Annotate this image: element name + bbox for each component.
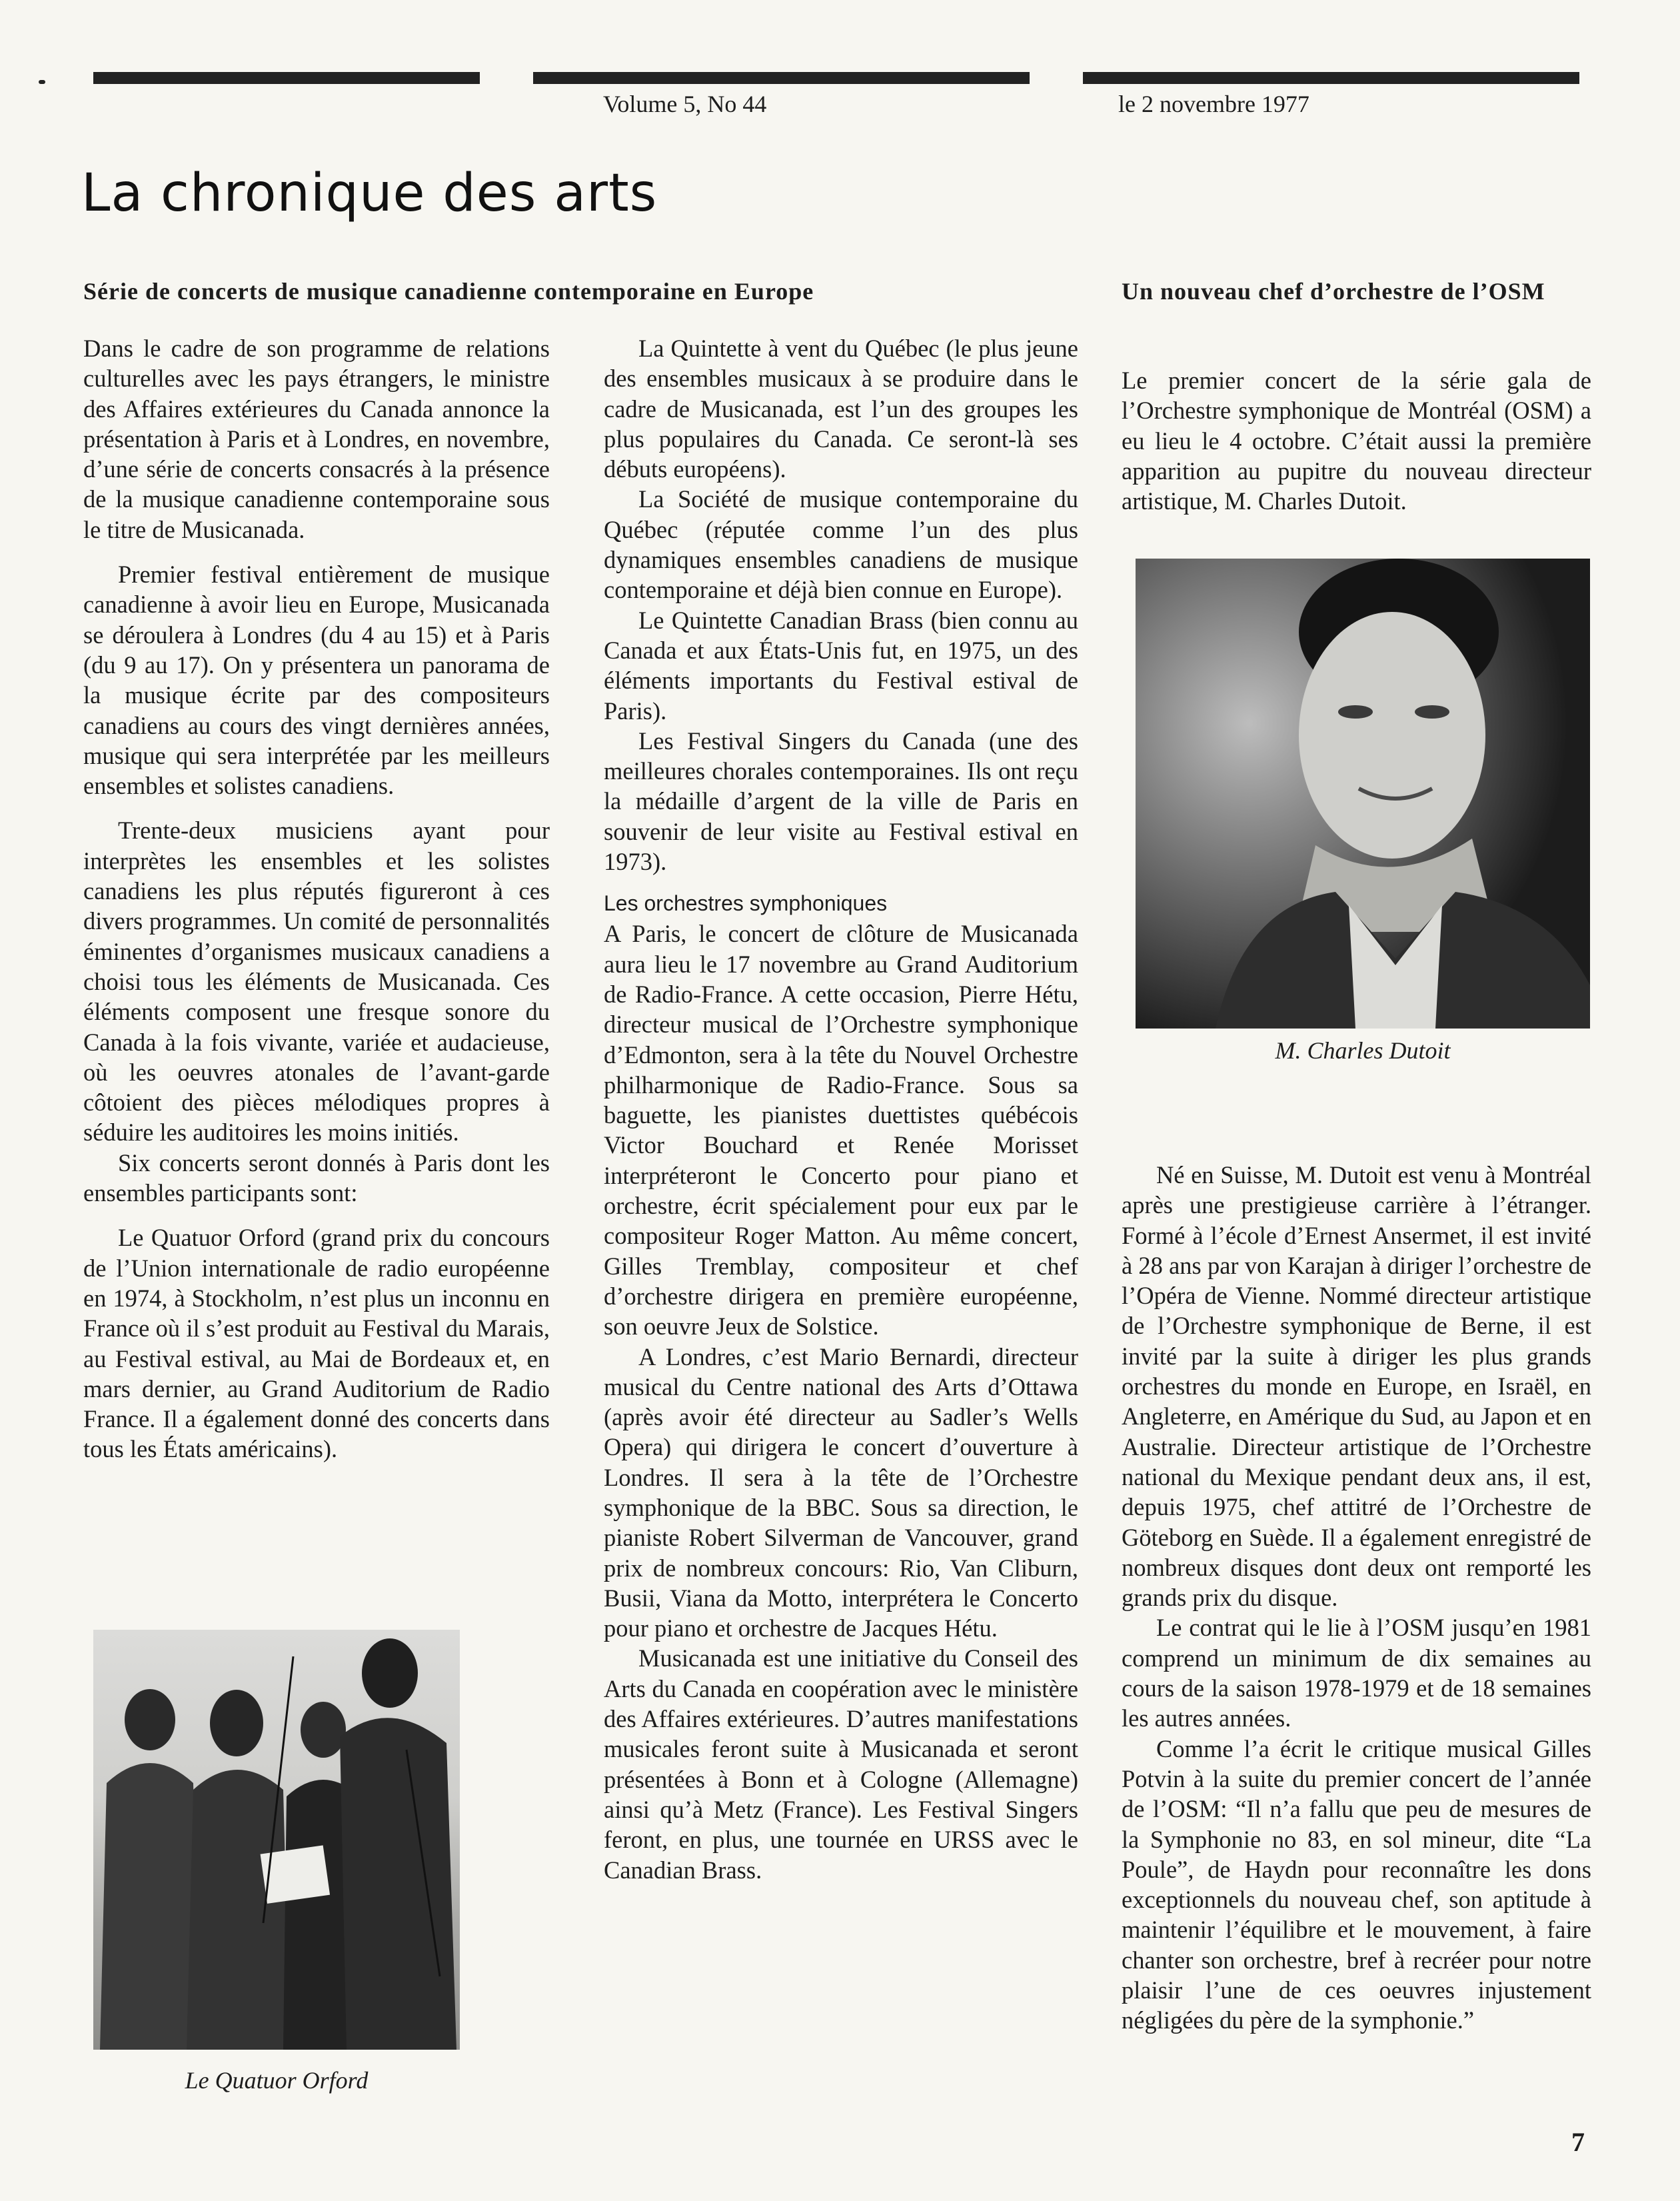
paragraph: Les Festival Singers du Canada (une des meilleures chorales contemporaines. Ils ont reçu la médaille d’argent de la ville de Paris en souvenir de leur visite au Festival estival en 1973). <box>604 727 1078 876</box>
paragraph: Le Quatuor Orford (grand prix du concours de l’Union internationale de radio européenne en 1974, à Stockholm, n’est plus un inconnu en France où il s’est produit au Festival du Marais, au Festival estival, au Mai de Bordeaux et, en mars dernier, au Grand Auditorium de Radio France. Il a également donné des concerts dans tous les États américains). <box>83 1224 550 1463</box>
charles-dutoit-photo <box>1136 559 1590 1029</box>
issue-volume: Volume 5, No 44 <box>603 91 767 117</box>
osm-body <box>1122 1160 1591 2036</box>
paragraph: Comme l’a écrit le critique musical Gilles Potvin à la suite du premier concert de l’année de l’OSM: “Il n’a fallu que peu de mesures de la Symphonie no 83, en sol mineur, dite “La Poule”, de Haydn pour reconnaître les dons exceptionnels du nouveau chef, son aptitude à maintenir l’équilibre et le mouvement, à faire chanter son orchestre, bref à recréer pour notre plaisir l’une de ces oeuvres injustement négligées du père de la symphonie.” <box>1122 1734 1591 2034</box>
section-subheading: Les orchestres symphoniques <box>604 891 888 916</box>
quatuor-orford-photo <box>93 1630 460 2050</box>
article-headline-osm: Un nouveau chef d’orchestre de l’OSM <box>1122 278 1545 305</box>
paragraph: Le contrat qui le lie à l’OSM jusqu’en 1981 comprend un minimum de dix semaines au cours de la saison 1978-1979 et de 18 semaines les autres années. <box>1122 1614 1591 1732</box>
article-column-1 <box>83 333 550 1464</box>
paragraph: La Société de musique contemporaine du Québec (réputée comme l’un des plus dynamiques ensembles canadiens de musique contemporaine et déjà bien connue en Europe). <box>604 485 1078 604</box>
paragraph: La Quintette à vent du Québec (le plus jeune des ensembles musicaux à se produire dans le cadre de Musicanada, est l’un des groupes les plus populaires du Canada. Ce seront-là ses débuts européens). <box>604 335 1078 483</box>
issue-date: le 2 novembre 1977 <box>1118 91 1309 117</box>
quatuor-photo-illustration <box>93 1630 460 2050</box>
header-rule-right <box>1083 72 1579 84</box>
quatuor-photo-caption: Le Quatuor Orford <box>185 2067 369 2094</box>
page-number: 7 <box>1571 2127 1585 2157</box>
dutoit-photo-caption: M. Charles Dutoit <box>1275 1037 1451 1064</box>
paragraph: Le Quintette Canadian Brass (bien connu au Canada et aux États-Unis fut, en 1975, un des éléments importants du Festival estival de Paris). <box>604 606 1078 725</box>
paragraph: Le premier concert de la série gala de l’Orchestre symphonique de Montréal (OSM) a eu lieu le 4 octobre. C’était aussi la première apparition au pupitre du nouveau directeur artistique, M. Charles Dutoit. <box>1122 367 1591 515</box>
article-headline-musicanada: Série de concerts de musique canadienne contemporaine en Europe <box>83 278 814 305</box>
paragraph: A Londres, c’est Mario Bernardi, directeur musical du Centre national des Arts d’Ottawa (après avoir été directeur au Sadler’s Wells Opera) qui dirigera le concert d’ouverture à Londres. Il sera à la tête de l’Orchestre symphonique de la BBC. Sous sa direction, le pianiste Robert Silverman de Vancouver, grand prix de nombreux concours: Rio, Van Cliburn, Busii, Viana da Motto, interprétera le Concerto pour piano et orchestre de Jacques Hétu. <box>604 1342 1078 1642</box>
paragraph: Dans le cadre de son programme de relations culturelles avec les pays étrangers, le ministre des Affaires extérieures du Canada annonce la présentation à Paris et à Londres, en novembre, d’une série de concerts consacrés à la présence de la musique canadienne contemporaine sous le titre de Musicanada. <box>83 335 550 543</box>
paragraph: Trente-deux musiciens ayant pour interprètes les ensembles et les solistes canadiens les plus réputés figureront à ces divers programmes. Un comité de personnalités éminentes d’organismes musicaux canadiens a choisi tous les éléments de Musicanada. Ces éléments composent une fresque sonore du Canada à la fois vivante, variée et audacieuse, où les oeuvres atonales de l’avant-garde côtoient des pièces mélodiques propres à séduire les auditoires les moins initiés. <box>83 817 550 1146</box>
magazine-title: La chronique des arts <box>81 163 658 223</box>
paragraph: Né en Suisse, M. Dutoit est venu à Montréal après une prestigieuse carrière à l’étranger. Formé à l’école d’Ernest Ansermet, il est invité à 28 ans par von Karajan à diriger l’orchestre de l’Opéra de Vienne. Nommé directeur artistique de l’Orchestre symphonique de Berne, il est invité par la suite à diriger les plus grands orchestres du monde en Europe, en Israël, en Angleterre, en Amérique du Sud, au Japon et en Australie. Directeur artistique de l’Orchestre national du Mexique pendant deux ans, il est, depuis 1975, chef attitré de l’Orchestre de Göteborg en Suède. Il a également enregistré de nombreux disques dont deux ont remporté les grands prix du disque. <box>1122 1161 1591 1612</box>
paragraph: Musicanada est une initiative du Conseil des Arts du Canada en coopération avec le ministère des Affaires extérieures. D’autres manifestations musicales feront suite à Musicanada et seront présentées à Bonn et à Cologne (Allemagne) ainsi qu’à Metz (France). Les Festival Singers feront, en plus, une tournée en URSS avec le Canadian Brass. <box>604 1644 1078 1884</box>
paragraph: Premier festival entièrement de musique canadienne à avoir lieu en Europe, Musicanada se déroulera à Londres (du 4 au 15) et à Paris (du 9 au 17). On y présentera un panorama de la musique écrite par des compositeurs canadiens au cours des vingt dernières années, musique qui sera interprétée par les meilleurs ensembles et solistes canadiens. <box>83 561 550 800</box>
article-column-2 <box>604 333 1078 1885</box>
dutoit-photo-illustration <box>1136 559 1590 1029</box>
paragraph: A Paris, le concert de clôture de Musicanada aura lieu le 17 novembre au Grand Auditorium de Radio-France. A cette occasion, Pierre Hétu, directeur musical de l’Orchestre symphonique d’Edmonton, sera à la tête du Nouvel Orchestre philharmonique de Radio-France. Sous sa baguette, les pianistes duettistes québécois Victor Bouchard et Renée Morisset interpréteront le Concerto pour piano et orchestre, écrit spécialement pour eux par le compositeur Roger Matton. Au même concert, Gilles Tremblay, compositeur et chef d’orchestre dirigera en première européenne, son oeuvre Jeux de Solstice. <box>604 920 1078 1340</box>
header-rule-left <box>93 72 480 84</box>
print-mark <box>39 80 45 84</box>
osm-intro <box>1122 365 1591 516</box>
paragraph: Six concerts seront donnés à Paris dont les ensembles participants sont: <box>83 1148 550 1207</box>
header-rule-center <box>533 72 1030 84</box>
